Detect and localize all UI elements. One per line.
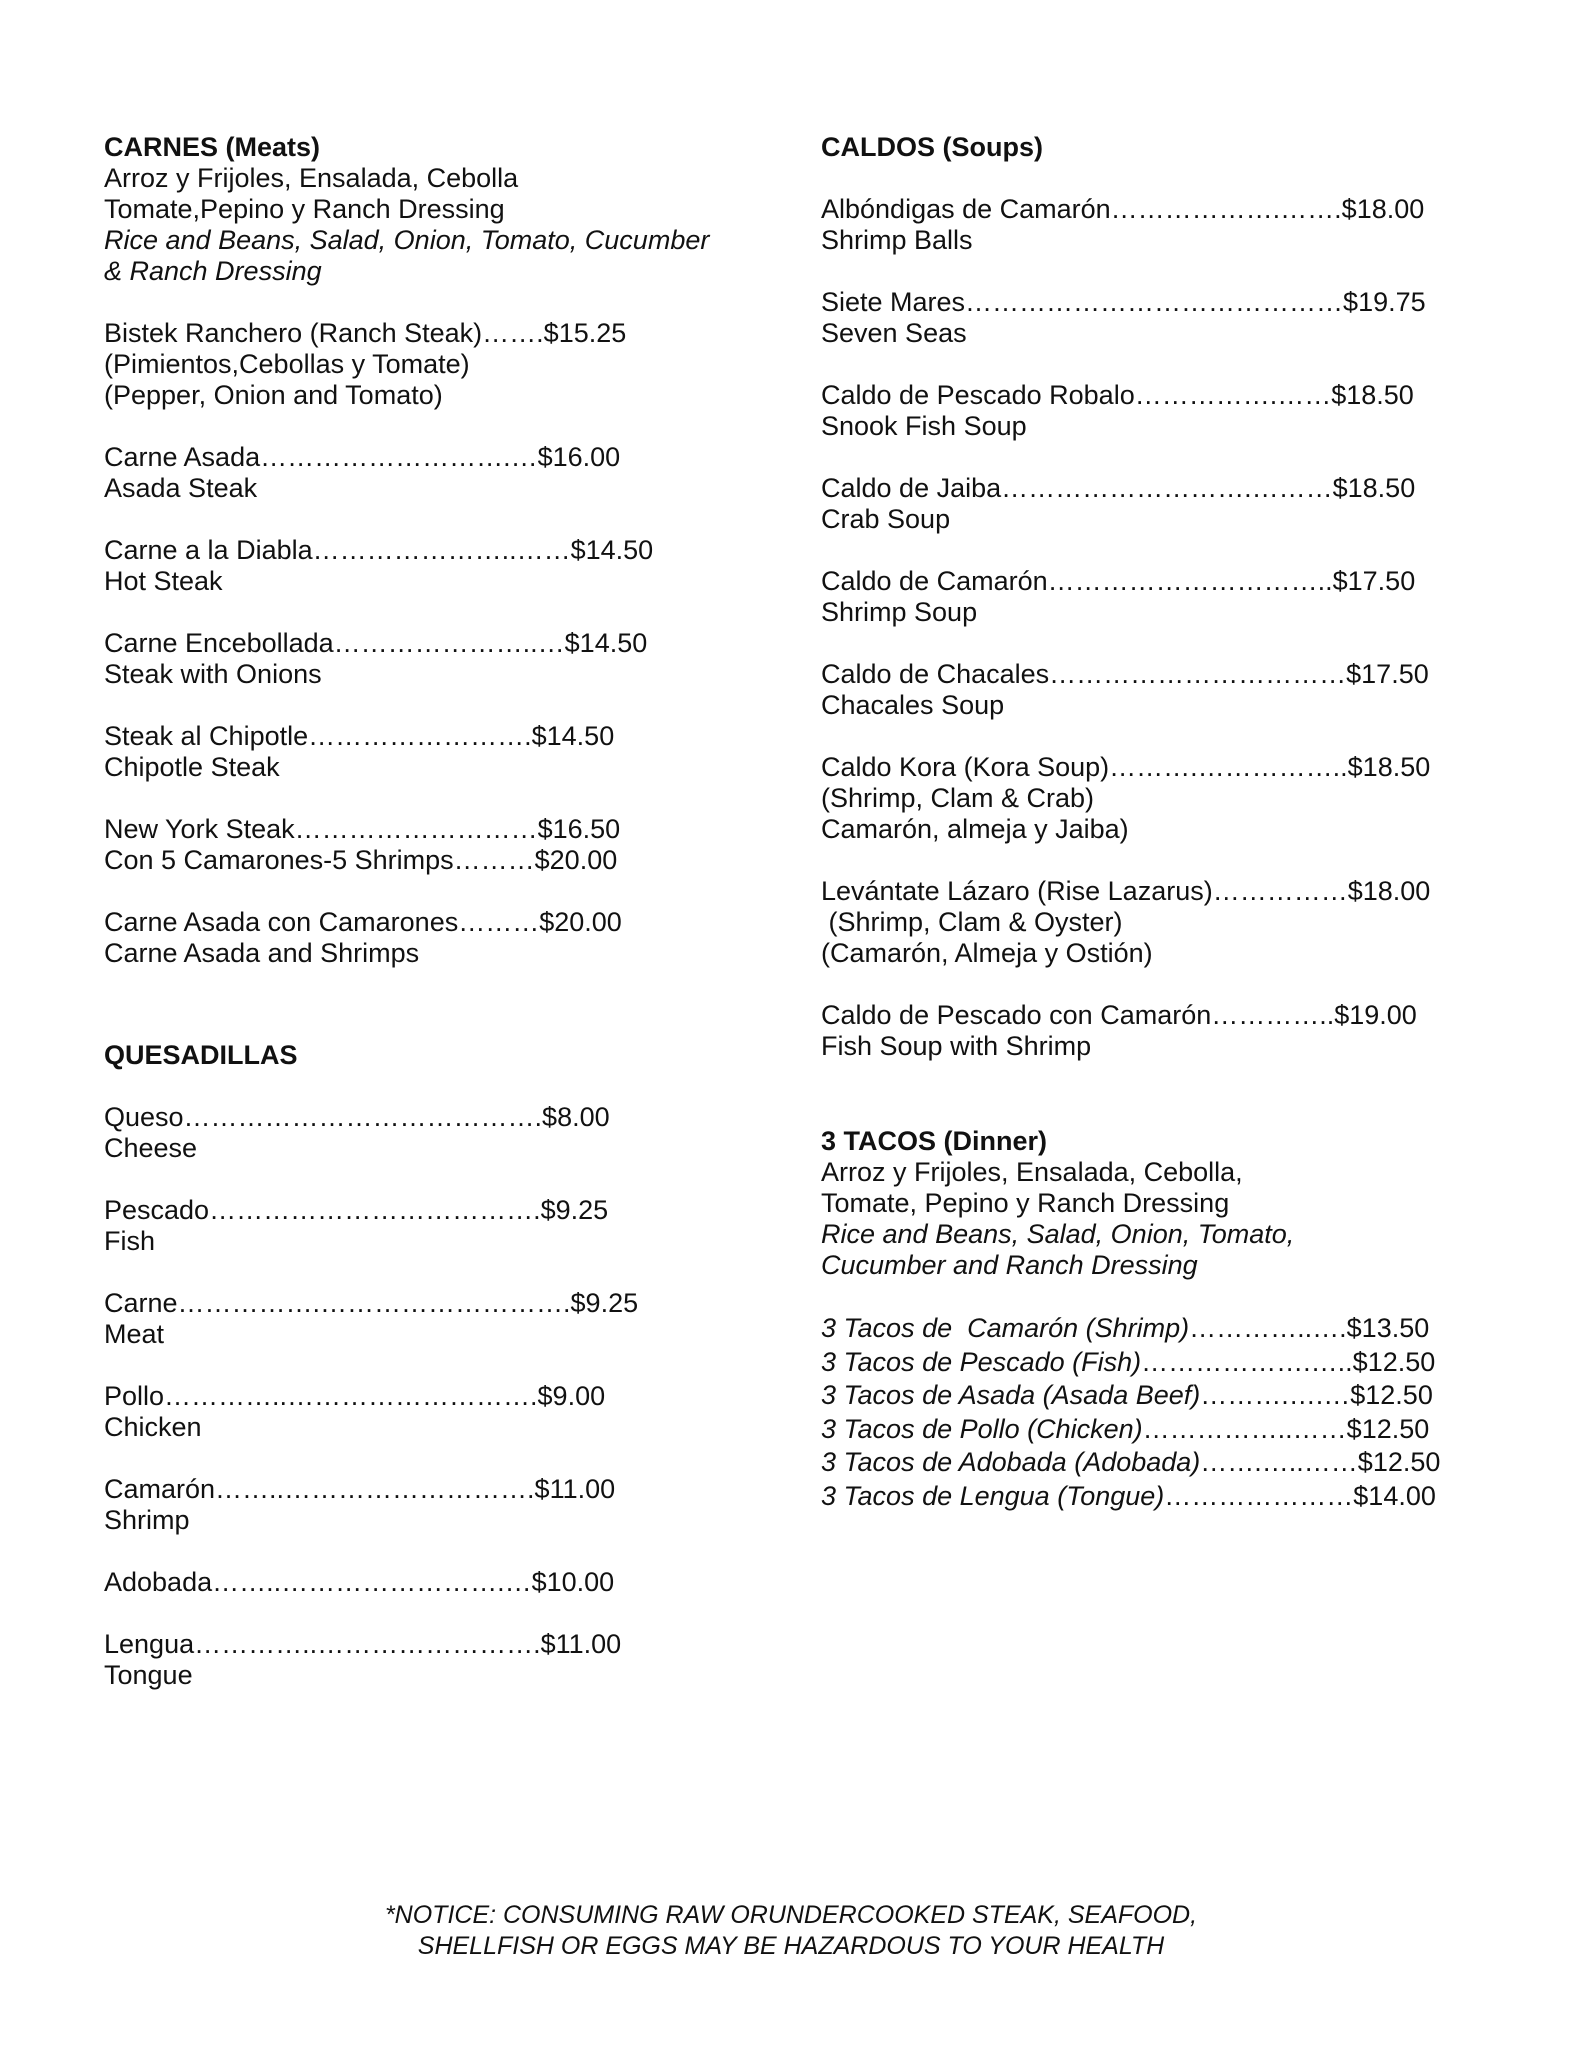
menu-item-sub: Crab Soup	[821, 504, 951, 534]
menu-item-line: Adobada……..…………………….…$10.00	[104, 1567, 615, 1597]
menu-item	[104, 1381, 764, 1443]
taco-price: …….…..……$12.50	[1200, 1447, 1441, 1477]
carnes-desc-en-2: & Ranch Dressing	[104, 256, 322, 286]
menu-item-line: Caldo de Jaiba……………………….………$18.50	[821, 473, 1416, 503]
menu-item	[821, 566, 1521, 628]
menu-item-sub: Fish Soup with Shrimp	[821, 1031, 1092, 1061]
menu-item-sub: Hot Steak	[104, 566, 223, 596]
menu-item-sub: Chicken	[104, 1412, 202, 1442]
tacos-section	[821, 1126, 1521, 1513]
menu-item	[104, 814, 764, 876]
menu-item-line: Caldo de Chacales……………………………$17.50	[821, 659, 1429, 689]
taco-name: 3 Tacos de Camarón (Shrimp)	[821, 1313, 1190, 1343]
menu-item	[104, 1474, 764, 1536]
list-item	[821, 1446, 1521, 1480]
menu-item-line: Pescado……………………………….$9.25	[104, 1195, 609, 1225]
menu-item	[104, 628, 764, 690]
menu-item-sub: Con 5 Camarones-5 Shrimps………$20.00	[104, 845, 618, 875]
menu-item-sub: Tongue	[104, 1660, 193, 1690]
menu-item-line: Levántate Lázaro (Rise Lazarus)……………$18.00	[821, 876, 1431, 906]
list-item	[821, 1413, 1521, 1447]
menu-item-sub: Snook Fish Soup	[821, 411, 1027, 441]
tacos-title: 3 TACOS (Dinner)	[821, 1126, 1048, 1156]
menu-item	[104, 1567, 764, 1598]
taco-name: 3 Tacos de Pescado (Fish)	[821, 1346, 1142, 1377]
menu-item-sub: (Shrimp, Clam & Oyster)	[821, 907, 1123, 937]
menu-item-line: Steak al Chipotle…………………….$14.50	[104, 721, 615, 751]
menu-item	[821, 473, 1521, 535]
menu-item	[104, 721, 764, 783]
carnes-section	[104, 132, 764, 969]
menu-item-line: Caldo de Pescado Robalo…………….……$18.50	[821, 380, 1414, 410]
taco-price: …………..….$13.50	[1189, 1313, 1430, 1343]
menu-item	[821, 752, 1521, 845]
menu-item-sub: Chipotle Steak	[104, 752, 280, 782]
menu-item-line: Caldo de Camarón…………………………..$17.50	[821, 566, 1416, 596]
tacos-desc-en-1: Rice and Beans, Salad, Onion, Tomato,	[821, 1219, 1295, 1249]
list-item	[821, 1346, 1521, 1380]
taco-price: ……………….…..$12.50	[1141, 1346, 1436, 1377]
menu-item	[821, 287, 1521, 349]
menu-item-line: Albóndigas de Camarón……………….…….$18.00	[821, 194, 1425, 224]
menu-item-line: Pollo…………..……………………….$9.00	[104, 1381, 606, 1411]
menu-item-line: Lengua…………..…………………….$11.00	[104, 1629, 622, 1659]
menu-item-sub: Seven Seas	[821, 318, 967, 348]
menu-item-line: Carne a la Diabla…………………..……$14.50	[104, 535, 654, 565]
caldos-title: CALDOS (Soups)	[821, 132, 1043, 162]
menu-item-sub: Shrimp	[104, 1505, 190, 1535]
menu-item	[821, 1000, 1521, 1062]
list-item	[821, 1379, 1521, 1413]
menu-item-sub: (Shrimp, Clam & Crab)	[821, 783, 1095, 813]
menu-item-line: Bistek Ranchero (Ranch Steak)…….$15.25	[104, 318, 627, 348]
list-item	[821, 1312, 1521, 1346]
menu-item-sub: Fish	[104, 1226, 156, 1256]
menu-item-sub: Carne Asada and Shrimps	[104, 938, 420, 968]
notice-line-2: SHELLFISH OR EGGS MAY BE HAZARDOUS TO YOUR HEALTH	[417, 1932, 1165, 1960]
menu-item-sub: Shrimp Soup	[821, 597, 978, 627]
taco-name: 3 Tacos de Lengua (Tongue)	[821, 1480, 1165, 1511]
menu-item-line: Queso………………………………….$8.00	[104, 1102, 610, 1132]
caldos-section	[821, 132, 1521, 1062]
notice-line-1: *NOTICE: CONSUMING RAW ORUNDERCOOKED STEAK, SEAFOOD,	[384, 1901, 1198, 1929]
menu-item-sub: Camarón, almeja y Jaiba)	[821, 814, 1129, 844]
taco-price: ……….….…$12.50	[1200, 1380, 1433, 1410]
menu-item	[104, 442, 764, 504]
health-notice	[0, 1900, 1582, 1962]
menu-item-sub: (Pimientos,Cebollas y Tomate)	[104, 349, 470, 379]
menu-item-line: Carne Encebollada…………………..…$14.50	[104, 628, 648, 658]
menu-item-line: New York Steak………………………$16.50	[104, 814, 621, 844]
menu-item-sub: Shrimp Balls	[821, 225, 973, 255]
taco-name: 3 Tacos de Asada (Asada Beef)	[821, 1380, 1201, 1410]
list-item	[821, 1480, 1521, 1514]
menu-item-sub: Asada Steak	[104, 473, 258, 503]
carnes-desc-es-1: Arroz y Frijoles, Ensalada, Cebolla	[104, 163, 519, 193]
menu-item-line: Carne Asada……………………….…$16.00	[104, 442, 621, 472]
menu-item	[821, 876, 1521, 969]
menu-item	[104, 1195, 764, 1257]
menu-item	[104, 535, 764, 597]
menu-item-sub: (Camarón, Almeja y Ostión)	[821, 938, 1153, 968]
menu-item-line: Caldo Kora (Kora Soup)……….……………..$18.50	[821, 752, 1431, 782]
menu-item-sub: Steak with Onions	[104, 659, 322, 689]
menu-item	[104, 1102, 764, 1164]
menu-item	[821, 194, 1521, 256]
menu-item	[821, 380, 1521, 442]
taco-price: ……………..……$12.50	[1142, 1413, 1430, 1444]
menu-item-line: Camarón……..……………………….$11.00	[104, 1474, 616, 1504]
menu-item-sub: (Pepper, Onion and Tomato)	[104, 380, 443, 410]
tacos-list	[821, 1312, 1521, 1513]
menu-item-line: Carne Asada con Camarones………$20.00	[104, 907, 622, 937]
quesadillas-title: QUESADILLAS	[104, 1040, 298, 1070]
menu-item-sub: Chacales Soup	[821, 690, 1005, 720]
menu-item-sub: Meat	[104, 1319, 165, 1349]
carnes-desc-en-1: Rice and Beans, Salad, Onion, Tomato, Cucumber	[104, 225, 710, 255]
menu-item	[104, 318, 764, 411]
quesadillas-section	[104, 1040, 764, 1691]
tacos-desc-es-2: Tomate, Pepino y Ranch Dressing	[821, 1188, 1230, 1218]
menu-item-line: Caldo de Pescado con Camarón…………..$19.00	[821, 1000, 1417, 1030]
taco-name: 3 Tacos de Adobada (Adobada)	[821, 1447, 1201, 1477]
tacos-desc-en-2: Cucumber and Ranch Dressing	[821, 1250, 1198, 1280]
tacos-desc-es-1: Arroz y Frijoles, Ensalada, Cebolla,	[821, 1157, 1243, 1187]
menu-item	[821, 659, 1521, 721]
carnes-desc-es-2: Tomate,Pepino y Ranch Dressing	[104, 194, 505, 224]
menu-item	[104, 907, 764, 969]
menu-item-sub: Cheese	[104, 1133, 198, 1163]
taco-price: …………………$14.00	[1164, 1480, 1436, 1511]
menu-item	[104, 1288, 764, 1350]
menu-item-line: Siete Mares……………………………………$19.75	[821, 287, 1426, 317]
carnes-title: CARNES (Meats)	[104, 132, 321, 162]
menu-item	[104, 1629, 764, 1691]
menu-item-line: Carne…………….……………………….$9.25	[104, 1288, 639, 1318]
taco-name: 3 Tacos de Pollo (Chicken)	[821, 1413, 1143, 1444]
